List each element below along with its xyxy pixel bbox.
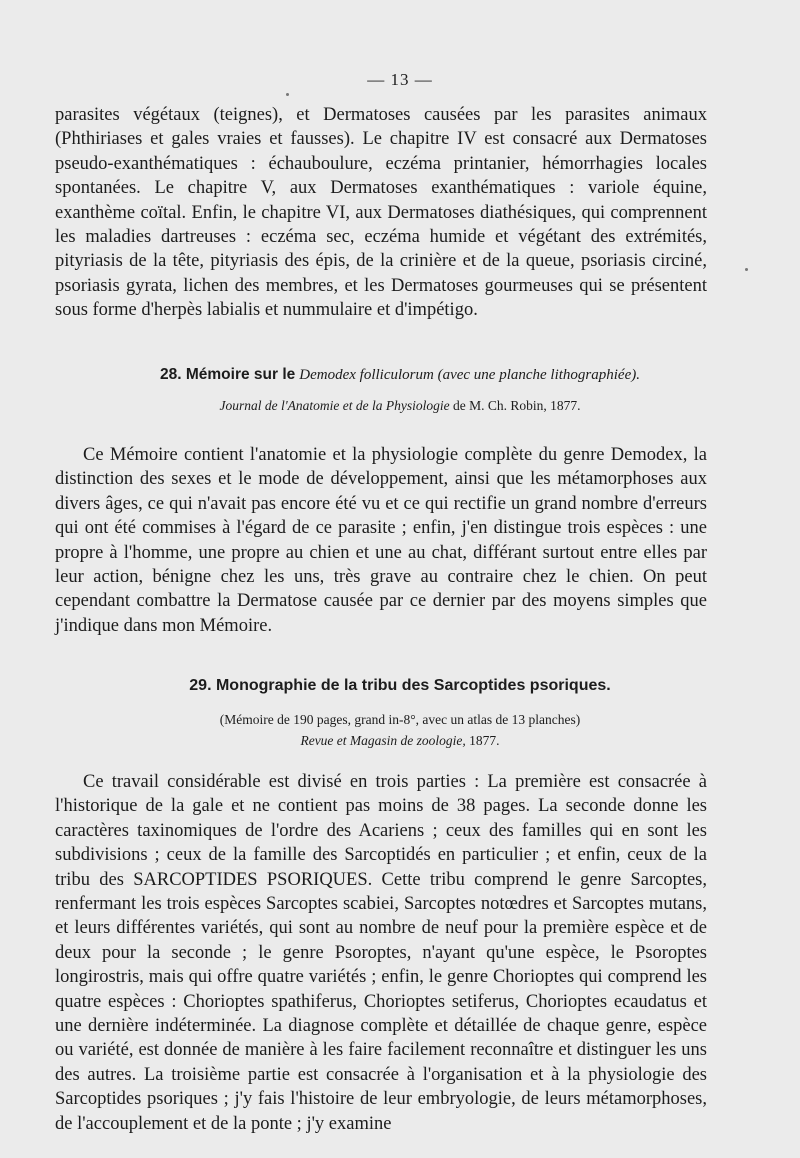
item-28-title: 28. Mémoire sur le <box>160 366 296 383</box>
item-28-heading <box>0 366 800 384</box>
item-28-journal-rest: de M. Ch. Robin, 1877. <box>452 398 581 413</box>
scan-speck <box>745 268 748 271</box>
item-29-journal: Revue et Magasin de zoologie, <box>300 733 466 748</box>
item-29-details: (Mémoire de 190 pages, grand in-8°, avec un atlas de 13 planches) <box>219 712 581 727</box>
item-28-journal: Journal de l'Anatomie et de la Physiologie <box>219 398 450 413</box>
item-28-subtitle: Demodex folliculorum (avec une planche lithographiée). <box>299 367 640 383</box>
continuation-paragraph: parasites végétaux (teignes), et Dermatoses causées par les parasites animaux (Phthiriases et gales vraies et fausses). Le chapitre IV est consacré aux Dermatoses pseudo-exanthématiques : échauboulure, eczéma printanier, hémorrhagies locales spontanées. Le chapitre V, aux Dermatoses exanthématiques : variole équine, exanthème coïtal. Enfin, le chapitre VI, aux Dermatoses diathésiques, qui comprennent les maladies dartreuses : eczéma sec, eczéma humide et végétant des extrémités, pityriasis de la tête, pityriasis des épis, de la crinière et de la queue, psoriasis circiné, psoriasis gyrata, lichen des membres, et les Dermatoses gourmeuses qui se présentent sous forme d'herpès labialis et nummulaire et d'impétigo. <box>55 105 707 321</box>
scan-speck <box>286 93 289 96</box>
item-28-source <box>0 398 800 414</box>
item-28-body: Ce Mémoire contient l'anatomie et la physiologie complète du genre Demodex, la distinction des sexes et le mode de développement, ainsi que les métamorphoses aux divers âges, ce qui n'avait pas encore été vu et ce qui rectifie un grand nombre d'erreurs qui ont été commises à l'égard de ce parasite ; enfin, j'en distingue trois espèces : une propre à l'homme, une propre au chien et une au chat, différant surtout entre elles par leur action, bénigne chez les uns, très grave au contraire chez le chien. On peut cependant combattre la Dermatose causée par ce dernier par des moyens simples que j'indique dans mon Mémoire. <box>55 445 707 636</box>
item-29-body: Ce travail considérable est divisé en trois parties : La première est consacrée à l'historique de la gale et ne contient pas moins de 38 pages. La seconde donne les caractères taxinomiques de l'ordre des Acariens ; ceux des familles qui en sont les subdivisions ; ceux de la famille des Sarcoptidés en particulier ; et enfin, ceux de la tribu des SARCOPTIDES PSORIQUES. Cette tribu comprend le genre Sarcoptes, renfermant les trois espèces Sarcoptes scabiei, Sarcoptes notœdres et Sarcoptes mutans, et leurs différentes variétés, qui sont au nombre de neuf pour la première espèce et de deux pour la seconde ; le genre Psoroptes, n'ayant qu'une espèce, le Psoroptes longirostris, mais qui offre quatre variétés ; enfin, le genre Chorioptes qui comprend les quatre espèces : Chorioptes spathiferus, Chorioptes setiferus, Chorioptes ecaudatus et une dernière indéterminée. La diagnose complète et détaillée de chaque genre, espèce ou variété, est donnée de manière à les faire facilement reconnaître et distinguer les uns des autres. La troisième partie est consacrée à l'organisation et à la physiologie des Sarcoptides psoriques ; j'y fais l'histoire de leur embryologie, de leurs métamorphoses, de l'accouplement et de la ponte ; j'y examine <box>55 772 707 1134</box>
page-number: — 13 — <box>367 70 433 89</box>
item-29-year: 1877. <box>469 733 500 748</box>
item-29-source <box>0 733 800 749</box>
item-29-title: 29. Monographie de la tribu des Sarcoptides psoriques. <box>189 677 611 694</box>
